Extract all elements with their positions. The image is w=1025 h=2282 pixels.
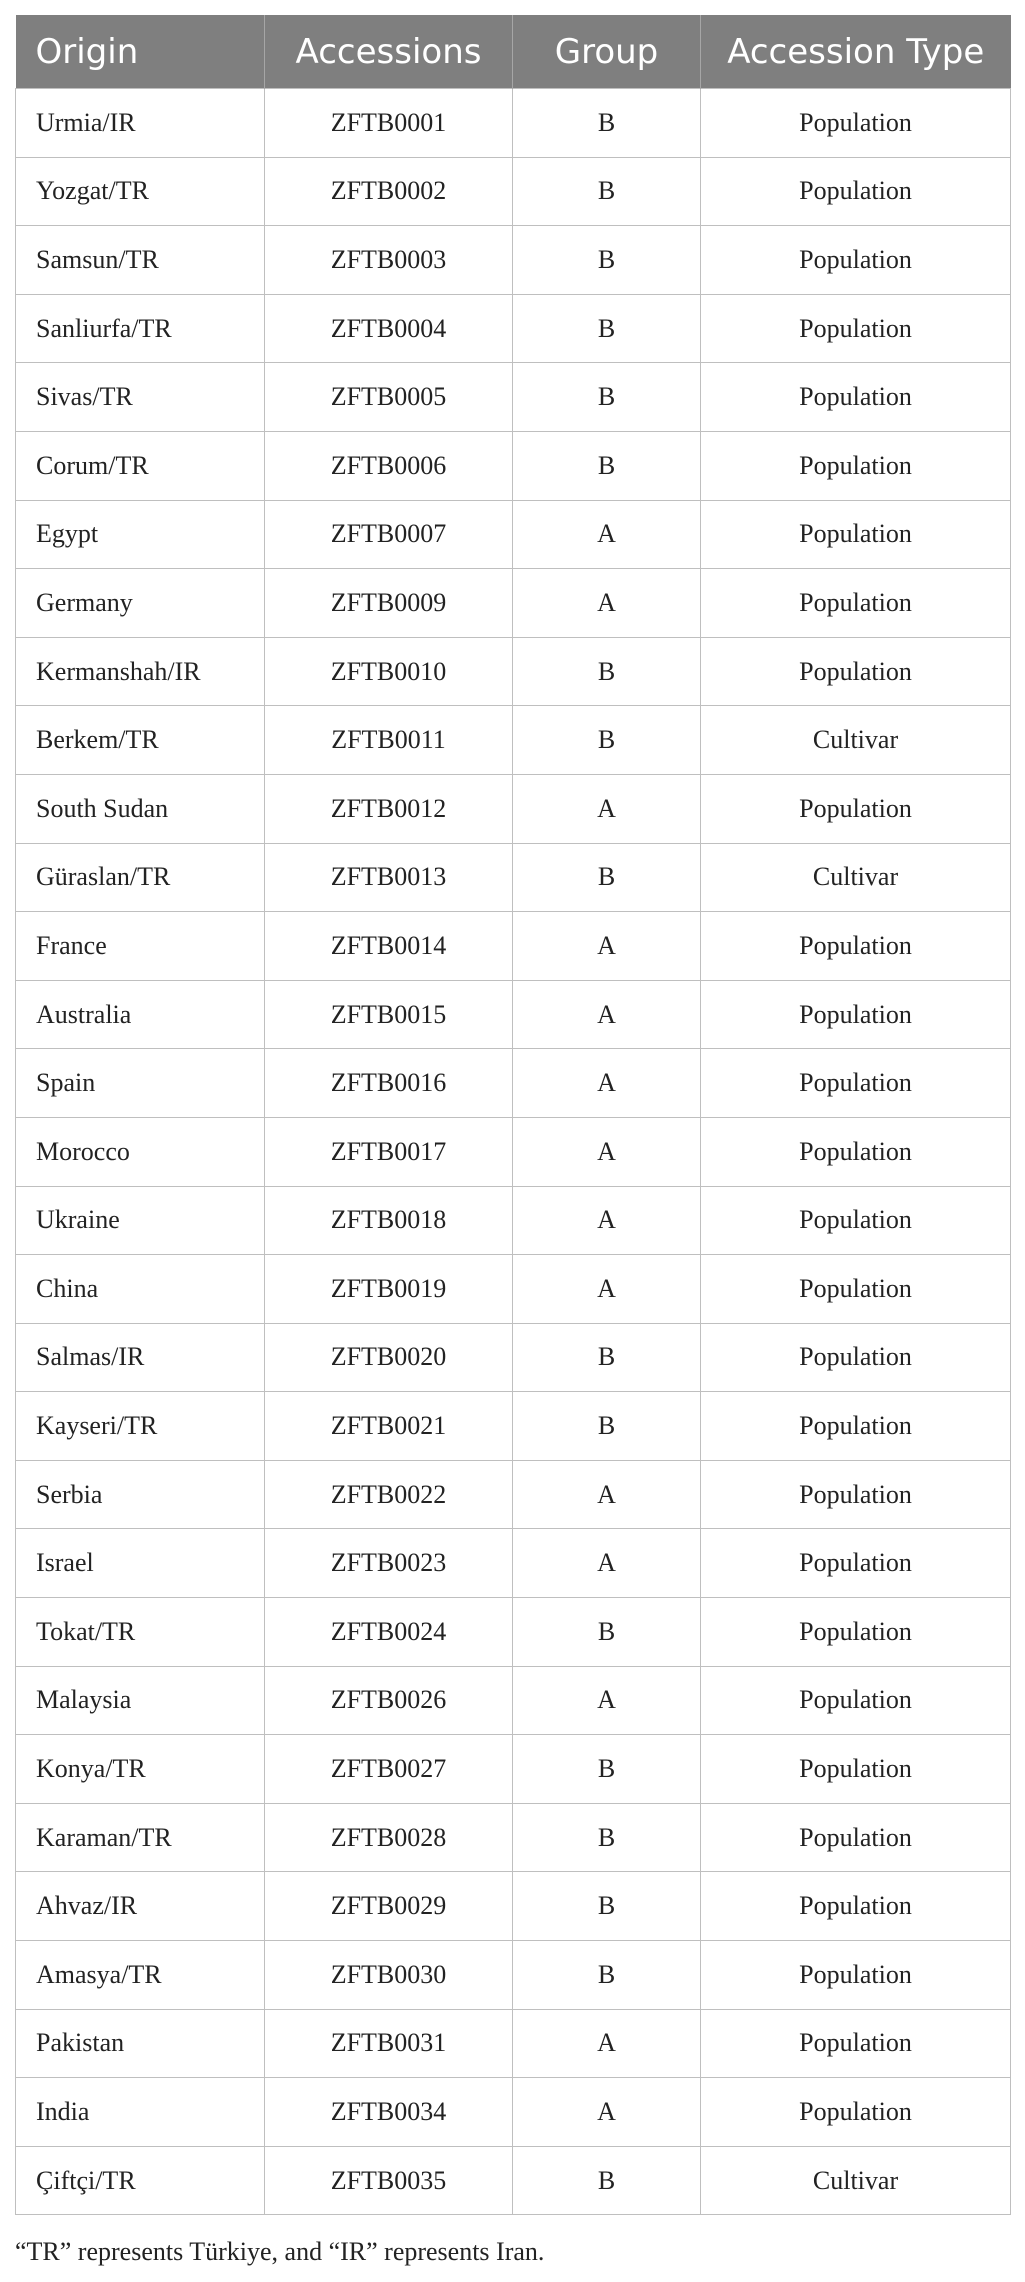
cell-origin: Tokat/TR (16, 1598, 265, 1667)
cell-accession-type: Population (701, 431, 1011, 500)
cell-group: B (513, 706, 701, 775)
header-accessions: Accessions (265, 15, 513, 89)
cell-accession-type: Population (701, 637, 1011, 706)
cell-origin: Amasya/TR (16, 1941, 265, 2010)
cell-origin: Serbia (16, 1460, 265, 1529)
cell-accession: ZFTB0026 (265, 1666, 513, 1735)
cell-origin: Urmia/IR (16, 89, 265, 158)
cell-accession-type: Cultivar (701, 706, 1011, 775)
table-row (16, 706, 1011, 775)
table-row (16, 1666, 1011, 1735)
cell-accession-type: Population (701, 1872, 1011, 1941)
cell-accession-type: Population (701, 1186, 1011, 1255)
cell-origin: Konya/TR (16, 1735, 265, 1804)
cell-origin: Morocco (16, 1117, 265, 1186)
cell-accession-type: Population (701, 1117, 1011, 1186)
cell-group: A (513, 774, 701, 843)
table-row (16, 569, 1011, 638)
table-row (16, 1049, 1011, 1118)
table-row (16, 2009, 1011, 2078)
cell-accession: ZFTB0009 (265, 569, 513, 638)
cell-accession: ZFTB0031 (265, 2009, 513, 2078)
table-row (16, 1529, 1011, 1598)
cell-group: B (513, 363, 701, 432)
cell-accession: ZFTB0003 (265, 226, 513, 295)
table-body (16, 89, 1011, 2215)
cell-accession: ZFTB0022 (265, 1460, 513, 1529)
cell-group: A (513, 500, 701, 569)
cell-accession: ZFTB0013 (265, 843, 513, 912)
cell-origin: Yozgat/TR (16, 157, 265, 226)
cell-accession-type: Population (701, 294, 1011, 363)
cell-accession-type: Population (701, 569, 1011, 638)
cell-accession: ZFTB0011 (265, 706, 513, 775)
cell-accession-type: Population (701, 1460, 1011, 1529)
table-row (16, 980, 1011, 1049)
cell-group: A (513, 1529, 701, 1598)
cell-origin: France (16, 912, 265, 981)
table-footnote: “TR” represents Türkiye, and “IR” represents Iran. (15, 2237, 545, 2267)
cell-origin: Çiftçi/TR (16, 2146, 265, 2215)
cell-accession: ZFTB0027 (265, 1735, 513, 1804)
cell-accession-type: Population (701, 2009, 1011, 2078)
cell-accession: ZFTB0024 (265, 1598, 513, 1667)
cell-group: B (513, 1803, 701, 1872)
cell-accession: ZFTB0004 (265, 294, 513, 363)
cell-accession-type: Population (701, 1529, 1011, 1598)
cell-accession-type: Population (701, 1255, 1011, 1324)
cell-accession-type: Cultivar (701, 843, 1011, 912)
cell-origin: Ahvaz/IR (16, 1872, 265, 1941)
cell-origin: Ukraine (16, 1186, 265, 1255)
cell-accession: ZFTB0021 (265, 1392, 513, 1461)
cell-group: A (513, 1666, 701, 1735)
cell-origin: Karaman/TR (16, 1803, 265, 1872)
cell-group: B (513, 89, 701, 158)
cell-group: A (513, 1049, 701, 1118)
cell-group: B (513, 843, 701, 912)
cell-origin: Malaysia (16, 1666, 265, 1735)
cell-group: A (513, 569, 701, 638)
table-row (16, 157, 1011, 226)
cell-accession: ZFTB0017 (265, 1117, 513, 1186)
cell-group: B (513, 1598, 701, 1667)
table-container (15, 15, 1010, 2267)
cell-accession-type: Population (701, 1049, 1011, 1118)
cell-accession: ZFTB0001 (265, 89, 513, 158)
cell-accession: ZFTB0015 (265, 980, 513, 1049)
table-row (16, 1323, 1011, 1392)
cell-accession-type: Population (701, 1735, 1011, 1804)
cell-accession-type: Population (701, 912, 1011, 981)
cell-origin: Australia (16, 980, 265, 1049)
cell-accession-type: Population (701, 774, 1011, 843)
cell-accession-type: Population (701, 157, 1011, 226)
table-row (16, 843, 1011, 912)
cell-accession: ZFTB0007 (265, 500, 513, 569)
cell-accession-type: Population (701, 2078, 1011, 2147)
cell-group: B (513, 1392, 701, 1461)
cell-accession: ZFTB0012 (265, 774, 513, 843)
table-row (16, 1186, 1011, 1255)
table-row (16, 294, 1011, 363)
table-row (16, 1872, 1011, 1941)
table-row (16, 226, 1011, 295)
cell-group: A (513, 2078, 701, 2147)
cell-accession: ZFTB0030 (265, 1941, 513, 2010)
cell-accession-type: Population (701, 1803, 1011, 1872)
cell-group: B (513, 226, 701, 295)
cell-accession: ZFTB0020 (265, 1323, 513, 1392)
cell-accession-type: Cultivar (701, 2146, 1011, 2215)
cell-accession: ZFTB0014 (265, 912, 513, 981)
cell-accession: ZFTB0002 (265, 157, 513, 226)
table-row (16, 89, 1011, 158)
cell-accession-type: Population (701, 1941, 1011, 2010)
cell-origin: Germany (16, 569, 265, 638)
table-row (16, 1735, 1011, 1804)
table-row (16, 363, 1011, 432)
cell-accession-type: Population (701, 1598, 1011, 1667)
cell-group: A (513, 2009, 701, 2078)
cell-group: B (513, 637, 701, 706)
table-row (16, 1255, 1011, 1324)
cell-accession-type: Population (701, 363, 1011, 432)
cell-accession: ZFTB0023 (265, 1529, 513, 1598)
cell-group: A (513, 1255, 701, 1324)
cell-origin: South Sudan (16, 774, 265, 843)
cell-origin: Güraslan/TR (16, 843, 265, 912)
table-row (16, 912, 1011, 981)
header-origin: Origin (16, 15, 265, 89)
accessions-table (15, 15, 1011, 2215)
table-row (16, 2078, 1011, 2147)
cell-accession: ZFTB0018 (265, 1186, 513, 1255)
cell-origin: Israel (16, 1529, 265, 1598)
header-accession-type: Accession Type (701, 15, 1011, 89)
cell-origin: Pakistan (16, 2009, 265, 2078)
table-row (16, 1460, 1011, 1529)
cell-group: A (513, 1117, 701, 1186)
cell-origin: Spain (16, 1049, 265, 1118)
table-row (16, 1803, 1011, 1872)
cell-origin: Sanliurfa/TR (16, 294, 265, 363)
cell-group: A (513, 1460, 701, 1529)
cell-origin: Kayseri/TR (16, 1392, 265, 1461)
table-row (16, 2146, 1011, 2215)
table-row (16, 637, 1011, 706)
cell-accession-type: Population (701, 1666, 1011, 1735)
cell-accession: ZFTB0010 (265, 637, 513, 706)
cell-origin: Sivas/TR (16, 363, 265, 432)
table-row (16, 1598, 1011, 1667)
cell-group: B (513, 157, 701, 226)
table-row (16, 1392, 1011, 1461)
cell-origin: Salmas/IR (16, 1323, 265, 1392)
table-row (16, 500, 1011, 569)
cell-accession-type: Population (701, 1392, 1011, 1461)
cell-group: B (513, 1941, 701, 2010)
table-row (16, 431, 1011, 500)
table-row (16, 774, 1011, 843)
cell-origin: Samsun/TR (16, 226, 265, 295)
cell-origin: Berkem/TR (16, 706, 265, 775)
cell-accession: ZFTB0016 (265, 1049, 513, 1118)
cell-origin: Corum/TR (16, 431, 265, 500)
cell-origin: China (16, 1255, 265, 1324)
cell-group: B (513, 1323, 701, 1392)
cell-accession-type: Population (701, 500, 1011, 569)
cell-accession: ZFTB0029 (265, 1872, 513, 1941)
table-row (16, 1117, 1011, 1186)
cell-group: B (513, 2146, 701, 2215)
cell-accession: ZFTB0034 (265, 2078, 513, 2147)
cell-group: B (513, 1735, 701, 1804)
cell-group: A (513, 1186, 701, 1255)
cell-origin: India (16, 2078, 265, 2147)
cell-accession: ZFTB0005 (265, 363, 513, 432)
cell-group: A (513, 980, 701, 1049)
cell-group: A (513, 912, 701, 981)
cell-origin: Kermanshah/IR (16, 637, 265, 706)
header-group: Group (513, 15, 701, 89)
cell-accession: ZFTB0019 (265, 1255, 513, 1324)
cell-group: B (513, 1872, 701, 1941)
cell-group: B (513, 431, 701, 500)
table-row (16, 1941, 1011, 2010)
cell-accession-type: Population (701, 980, 1011, 1049)
cell-origin: Egypt (16, 500, 265, 569)
cell-group: B (513, 294, 701, 363)
cell-accession-type: Population (701, 226, 1011, 295)
cell-accession: ZFTB0035 (265, 2146, 513, 2215)
cell-accession: ZFTB0006 (265, 431, 513, 500)
cell-accession: ZFTB0028 (265, 1803, 513, 1872)
cell-accession-type: Population (701, 89, 1011, 158)
cell-accession-type: Population (701, 1323, 1011, 1392)
table-header-row (16, 15, 1011, 89)
